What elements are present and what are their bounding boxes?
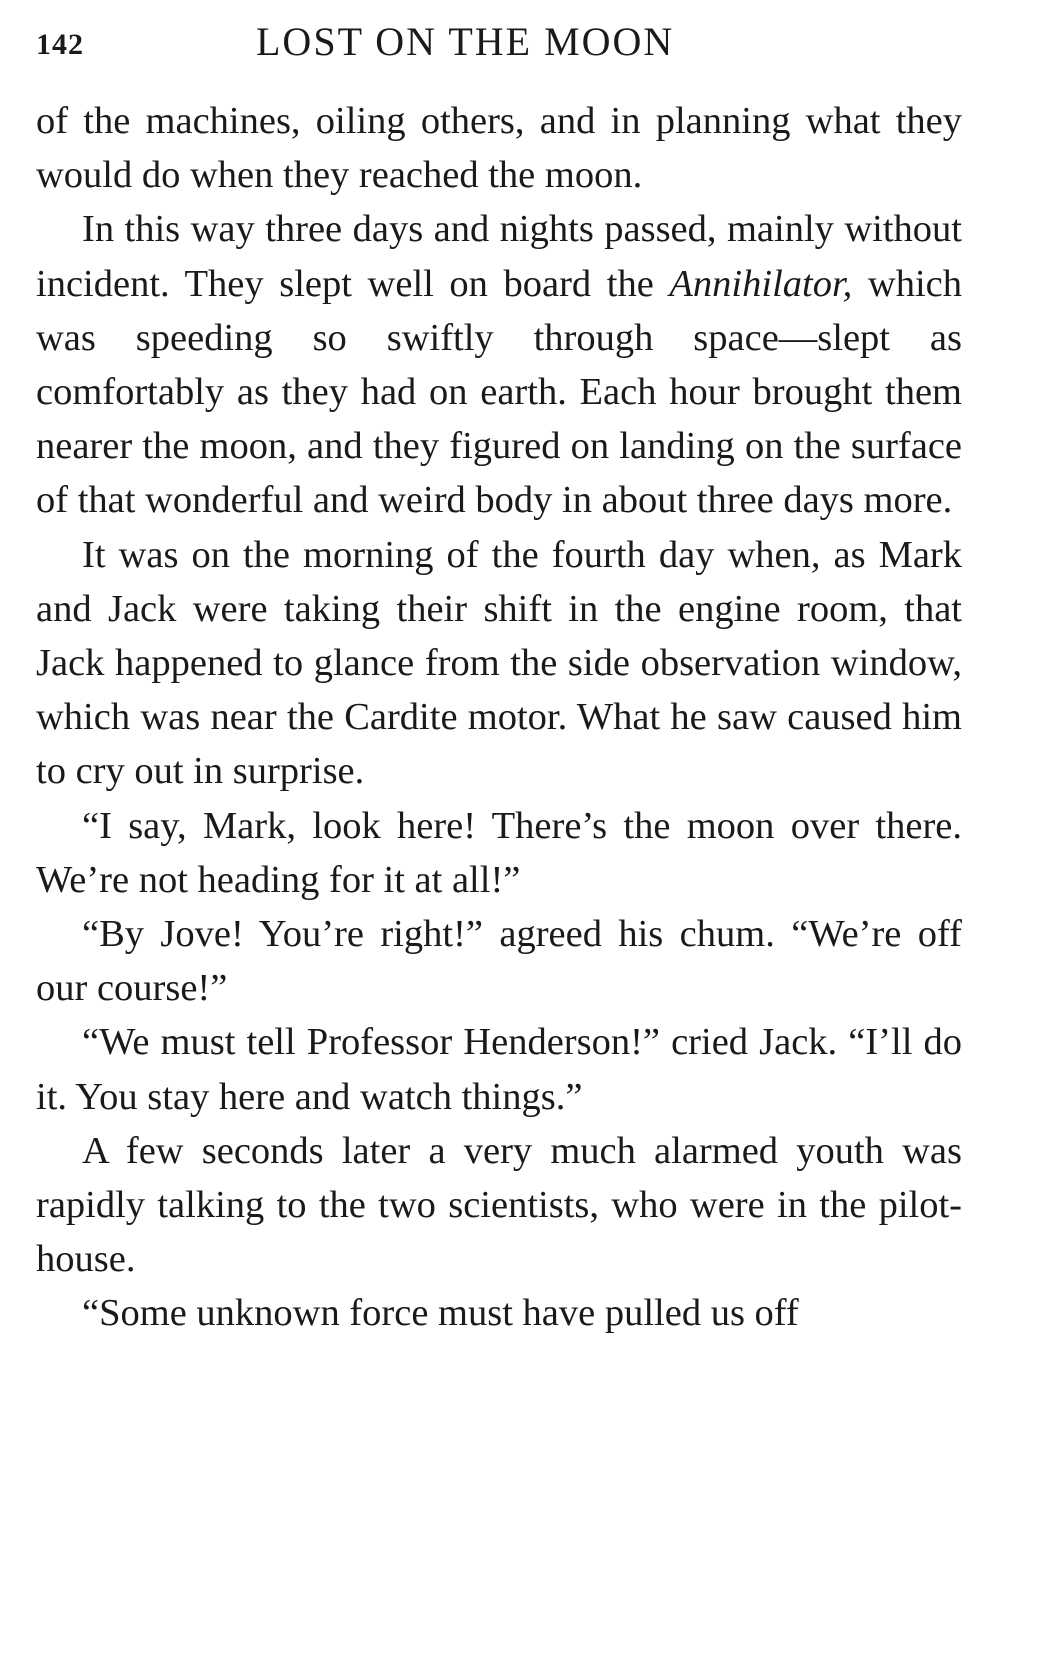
- book-title: LOST ON THE MOON: [256, 19, 675, 64]
- paragraph: [36, 94, 962, 202]
- paragraph: [36, 907, 962, 1015]
- book-page: [36, 8, 962, 1341]
- ship-name: Annihilator,: [669, 262, 853, 305]
- paragraph: [36, 1286, 962, 1340]
- paragraph: [36, 202, 962, 527]
- text-segment: “We must tell Professor Henderson!” cried Jack. “I’ll do it. You stay here and watch things.”: [36, 1021, 962, 1118]
- body-text: [36, 94, 962, 1341]
- text-segment: A few seconds later a very much alarmed youth was rapidly talking to the two scientists, who were in the pilot-house.: [36, 1129, 962, 1281]
- running-head: [36, 8, 962, 68]
- page-number: 142: [36, 28, 84, 61]
- paragraph: [36, 1124, 962, 1287]
- text-segment: “I say, Mark, look here! There’s the moon over there. We’re not heading for it at all!”: [36, 804, 962, 901]
- text-segment: of the machines, oiling others, and in planning what they would do when they reached the moon.: [36, 100, 962, 197]
- paragraph: [36, 528, 962, 799]
- text-segment: “Some unknown force must have pulled us off: [82, 1292, 799, 1335]
- text-segment: In this way three days and nights passed, mainly without incident. They slept well on board the: [36, 208, 962, 305]
- text-segment: which was speeding so swiftly through space—slept as comfortably as they had on earth. Each hour brought them nearer the moon, and they figured on landing on the surface of that wonderful and weird body in about three days more.: [36, 262, 962, 522]
- paragraph: [36, 799, 962, 907]
- paragraph: [36, 1015, 962, 1123]
- text-segment: It was on the morning of the fourth day when, as Mark and Jack were taking their shift in the engine room, that Jack happened to glance from the side observation window, which was near the Cardite motor. What he saw caused him to cry out in surprise.: [36, 533, 962, 793]
- text-segment: “By Jove! You’re right!” agreed his chum. “We’re off our course!”: [36, 913, 962, 1010]
